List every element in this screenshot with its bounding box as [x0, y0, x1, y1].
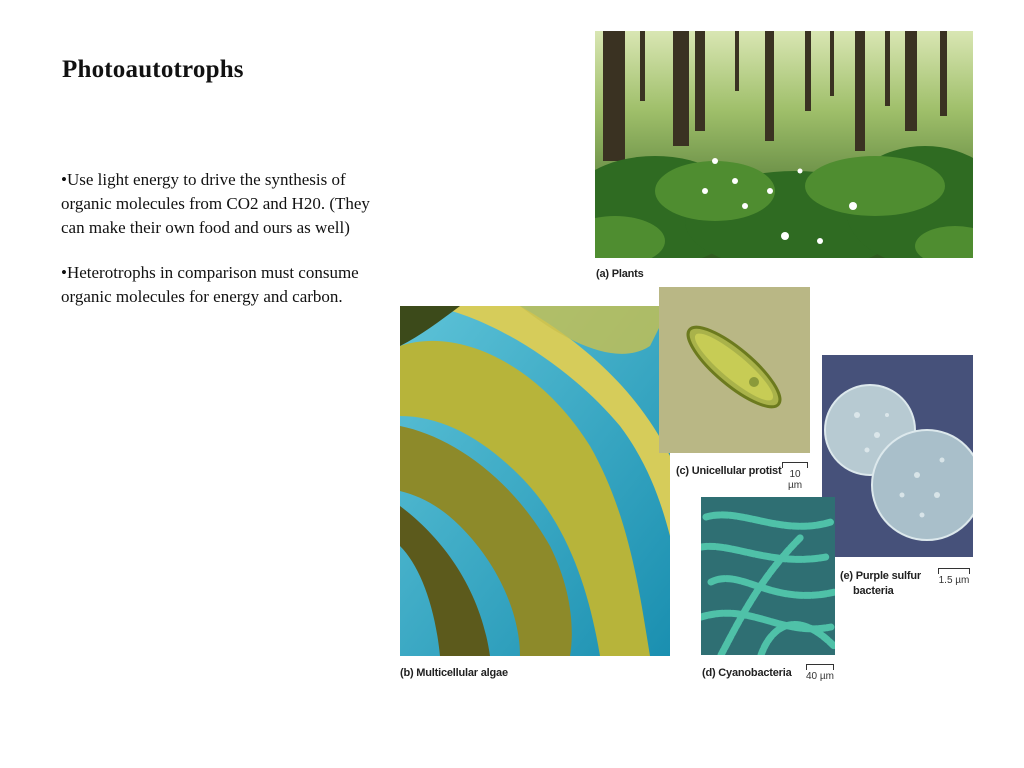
scale-protist: [782, 462, 808, 491]
sulfur-bacteria-photo: [822, 355, 973, 557]
scale-cyano-label: 40 µm: [806, 671, 834, 682]
scale-cyano: [806, 664, 834, 682]
forest-photo: [595, 31, 973, 258]
caption-sulfur-line2: bacteria: [853, 585, 894, 597]
kelp-photo: [400, 306, 670, 656]
caption-cyano: (d) Cyanobacteria: [702, 667, 792, 679]
caption-protist: (c) Unicellular protist: [676, 465, 782, 477]
scale-sulfur-label: 1.5 µm: [938, 575, 970, 586]
caption-algae: (b) Multicellular algae: [400, 667, 508, 679]
cyanobacteria-photo: [701, 497, 835, 655]
bullet-heterotroph: •Heterotrophs in comparison must consume organic molecules for energy and carbon.: [61, 263, 359, 306]
scale-protist-label: 10 µm: [787, 469, 803, 491]
bullet-list: [61, 168, 381, 330]
caption-sulfur-line1: (e) Purple sulfur: [840, 570, 921, 582]
slide-title: Photoautotrophs: [62, 56, 244, 83]
caption-plants: (a) Plants: [596, 268, 644, 280]
scale-sulfur: [938, 568, 970, 586]
euglena-photo: [659, 287, 810, 453]
bullet-autotroph: •Use light energy to drive the synthesis of organic molecules from CO2 and H20. (They can make their own food and ours as well): [61, 170, 370, 237]
